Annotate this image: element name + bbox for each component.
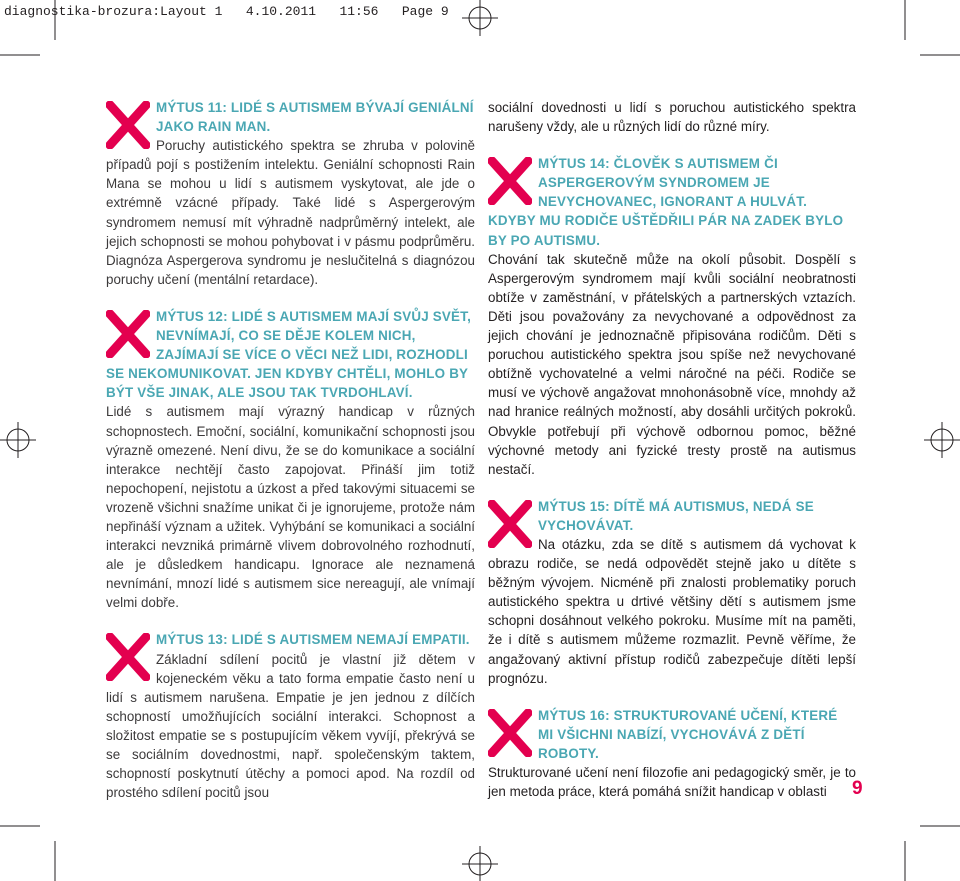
continuation-text (488, 98, 856, 136)
myth-body: Lidé s autismem mají výrazný handicap v různých schopnostech. Emoční, sociální, komunikační schopnosti jsou výrazně omezené. Není divu, že se do komunikace a sociální interakce nechtějí často zapojovat. Přináší jim totiž nepochopení, nejistotu a úzkost a před takovými situacemi se vrozeně všichni snažíme unikat či je ignorujeme, protože nám nepřináší význam a užitek. Vyhýbání se komunikaci a sociální interakci nevzniká primárně vlivem dobrovolného rozhodnutí, ale je důsledkem handicapu. Ignorace ale neznamená nevnímání, mnozí lidé s autismem sice nereagují, ale vnímají velmi dobře. (106, 404, 475, 611)
myth-heading: MÝTUS 11: LIDÉ S AUTISMEM BÝVAJÍ GENIÁLNÍ JAKO RAIN MAN. (156, 100, 474, 135)
left-column (106, 98, 475, 802)
myth-heading: MÝTUS 13: LIDÉ S AUTISMEM NEMAJÍ EMPATII. (156, 632, 470, 648)
myth-body: Na otázku, zda se dítě s autismem dá vychovat k obrazu rodiče, se nedá odpovědět stejně jako u dítěte s běžným vývojem. Nicméně při znalosti problematiky poruch autistického spektra u drtivé většiny dětí s autismem jsme schopni dosáhnout velkého pokroku. Musíme mít na paměti, že i dítě s autismem můžeme rozmazlit. Pevně věříme, že angažovaný aktivní přístup rodičů zabezpečuje dítěti lepší prognózu. (488, 536, 856, 686)
myth-body: Strukturované učení není filozofie ani pedagogický směr, je to jen metoda práce, která pomáhá snížit handicap v oblasti (488, 765, 856, 800)
myth-heading: MÝTUS 14: ČLOVĚK S AUTISMEM ČI ASPERGEROVÝM SYNDROMEM JE NEVYCHOVANEC, IGNORANT A HULVÁT. KDYBY MU RODIČE UŠTĚDŘILI PÁR NA ZADEK BYLO BY PO AUTISMU. (488, 156, 844, 248)
myth-15 (488, 497, 856, 688)
myth-heading: MÝTUS 16: STRUKTUROVANÉ UČENÍ, KTERÉ MI VŠICHNI NABÍZÍ, VYCHOVÁVÁ Z DĚTÍ ROBOTY. (538, 707, 838, 761)
myth-body: Základní sdílení pocitů je vlastní již dětem v kojeneckém věku a tato forma empatie často není u lidí s autismem narušena. Empatie je jen jednou z dílčích schopností umožňujících sociální interakci. Schopnost a složitost empatie se s postupujícím věkem vyvíjí, překrývá se se sociálním dovednostmi, např. společenským taktem, schopností poskytnutí útěchy a pomoci apod. Na rozdíl od prostého sdílení pocitů jsou (106, 651, 475, 801)
x-cross-icon (106, 310, 150, 358)
x-cross-icon (488, 500, 532, 548)
myth-heading: MÝTUS 12: LIDÉ S AUTISMEM MAJÍ SVŮJ SVĚT, NEVNÍMAJÍ, CO SE DĚJE KOLEM NICH, ZAJÍMAJÍ SE VÍCE O VĚCI NEŽ LIDI, ROZHODLI SE NEKOMUNIKOVAT. JEN KDYBY CHTĚLI, MOHLO BY BÝT VŠE JINAK, ALE JSOU TAK TVRDOHLAVÍ. (106, 308, 471, 401)
myth-body: Chování tak skutečně může na okolí působit. Dospělí s Aspergerovým syndromem mají kvůli sociální neobratnosti obtíže v zaměstnání, v přátelských a partnerských vztazích. Děti jsou považovány za nevychované a odpovědnost za jejich chování je jednoznačně připisována rodičům. Děti s poruchou autistického spektra jsou spíše než nevychované obtížně vychovatelné a velmi náročné na péči. Rodiče se musí ve výchově angažovat mnohonásobně více, mnohdy až nad hranice reálných možností, aby dosáhli určitých pokroků. Obvykle potřebují při výchově odbornou pomoc, běžné výchovné metody ani fyzické tresty prostě na autismus nestačí. (488, 251, 856, 477)
myth-body: Poruchy autistického spektra se zhruba v polovině případů pojí s postižením intelektu. Geniální schopnosti Rain Mana se mohou u lidí s autismem vyskytovat, ale jde o extrémně vzácné případy. Také lidé s Aspergerovým syndromem nemusí mít výhradně nadprůměrný intelekt, ale jejich schopnosti se mohou pohybovat i v pásmu podprůměru. Diagnóza Aspergerova syndromu je neslučitelná s diagnózou poruchy učení (mentální retardace). (106, 138, 475, 287)
myth-14 (488, 154, 856, 479)
myth-11 (106, 98, 475, 289)
myth-13 (106, 630, 475, 802)
x-cross-icon (488, 709, 532, 757)
right-column (488, 98, 856, 801)
myth-heading: MÝTUS 15: DÍTĚ MÁ AUTISMUS, NEDÁ SE VYCHOVÁVAT. (538, 498, 814, 533)
x-cross-icon (488, 157, 532, 205)
page-number: 9 (852, 778, 863, 799)
myth-12 (106, 307, 475, 613)
continuation-body: sociální dovednosti u lidí s poruchou autistického spektra narušeny vždy, ale u různých lidí do různé míry. (488, 100, 856, 135)
myth-16 (488, 706, 856, 801)
x-cross-icon (106, 633, 150, 681)
print-slug: diagnostika-brozura:Layout 1 4.10.2011 11:56 Page 9 (4, 4, 449, 19)
x-cross-icon (106, 101, 150, 149)
